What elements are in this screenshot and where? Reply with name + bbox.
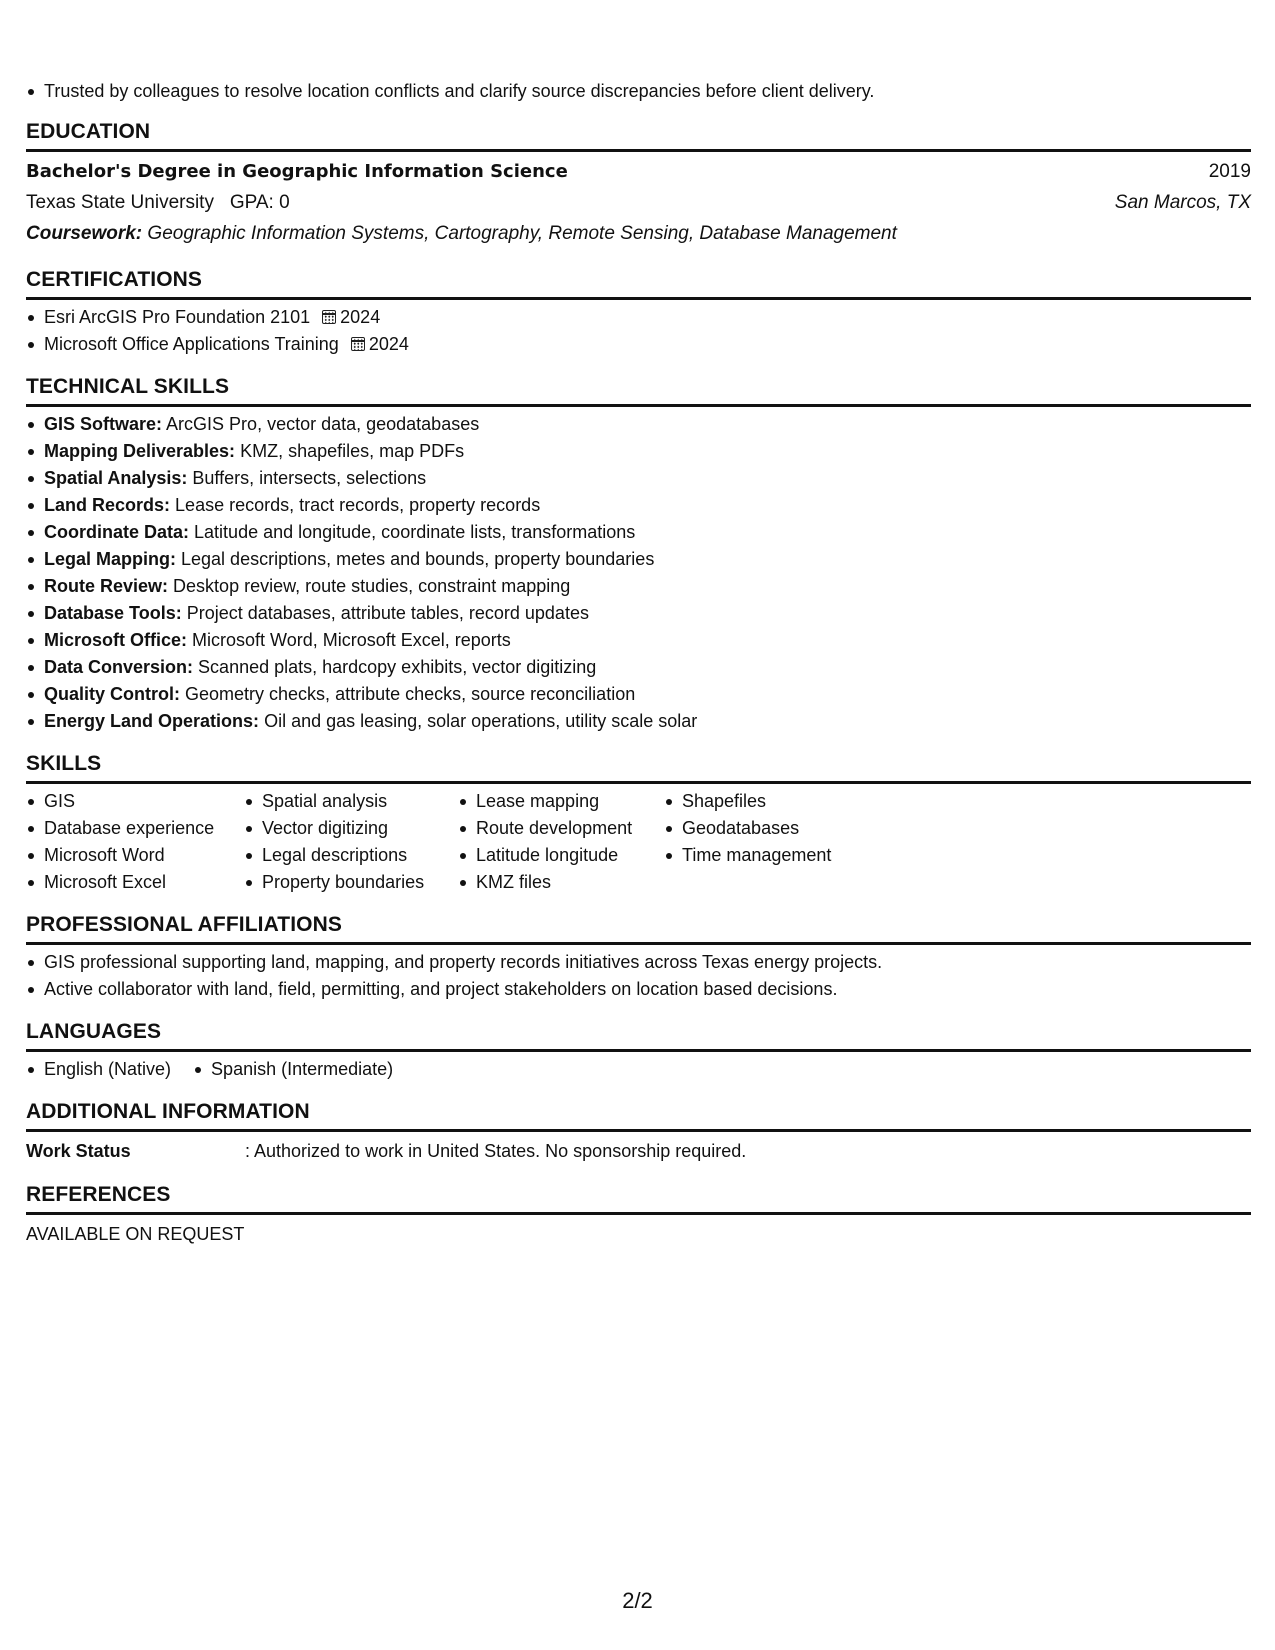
skills-column	[244, 788, 458, 896]
certifications-section	[26, 267, 1251, 358]
list-item: Microsoft Excel	[26, 869, 244, 896]
degree-name: Bachelor's Degree in Geographic Information Science	[26, 161, 568, 182]
skill-value: Geometry checks, attribute checks, source reconciliation	[185, 684, 636, 704]
skill-label: Database Tools:	[44, 603, 182, 623]
section-title-education: EDUCATION	[26, 119, 1251, 152]
technical-skills-section	[26, 374, 1251, 735]
section-title-skills: SKILLS	[26, 751, 1251, 784]
list-item	[26, 654, 1251, 681]
skill-value: Buffers, intersects, selections	[192, 468, 427, 488]
list-item	[26, 331, 1251, 358]
list-item	[26, 465, 1251, 492]
graduation-year: 2019	[1208, 161, 1251, 182]
skills-column	[458, 788, 664, 896]
coursework-label: Coursework:	[26, 223, 143, 244]
list-item	[26, 438, 1251, 465]
skill-label: Data Conversion:	[44, 657, 194, 677]
skill-value: Microsoft Word, Microsoft Excel, reports	[192, 630, 511, 650]
list-item: Time management	[664, 842, 864, 869]
skill-value: KMZ, shapefiles, map PDFs	[240, 441, 465, 461]
certification-year: 2024	[368, 334, 409, 354]
list-item	[26, 304, 1251, 331]
list-item: Database experience	[26, 815, 244, 842]
list-item: Shapefiles	[664, 788, 864, 815]
list-item	[26, 627, 1251, 654]
resume-page	[26, 78, 1251, 1249]
certifications-list	[26, 304, 1251, 358]
skill-label: Quality Control:	[44, 684, 180, 704]
affiliations-section	[26, 912, 1251, 1003]
list-item: English (Native)	[26, 1056, 171, 1083]
list-item: Microsoft Word	[26, 842, 244, 869]
list-item: Vector digitizing	[244, 815, 458, 842]
skill-label: Mapping Deliverables:	[44, 441, 236, 461]
work-status-label: Work Status	[26, 1141, 131, 1161]
technical-skills-list	[26, 411, 1251, 735]
coursework-list: Geographic Information Systems, Cartography, Remote Sensing, Database Management	[147, 223, 897, 244]
list-item: Spanish (Intermediate)	[193, 1056, 393, 1083]
references-text: AVAILABLE ON REQUEST	[26, 1224, 245, 1244]
skill-label: Coordinate Data:	[44, 522, 190, 542]
languages-section	[26, 1019, 1251, 1083]
list-item	[26, 411, 1251, 438]
certification-year: 2024	[340, 307, 381, 327]
skill-label: GIS Software:	[44, 414, 163, 434]
skill-value: Project databases, attribute tables, record updates	[186, 603, 589, 623]
skill-label: Spatial Analysis:	[44, 468, 188, 488]
skills-section	[26, 751, 1251, 896]
skill-value: Oil and gas leasing, solar operations, utility scale solar	[264, 711, 698, 731]
skill-value: Desktop review, route studies, constraint mapping	[173, 576, 571, 596]
skill-label: Energy Land Operations:	[44, 711, 260, 731]
skills-column	[26, 788, 244, 896]
gpa: GPA: 0	[229, 192, 290, 213]
references-section	[26, 1182, 1251, 1249]
section-title-references: REFERENCES	[26, 1182, 1251, 1215]
list-item: Geodatabases	[664, 815, 864, 842]
section-title-languages: LANGUAGES	[26, 1019, 1251, 1052]
languages-list	[26, 1056, 1251, 1083]
certification-name: Esri ArcGIS Pro Foundation 2101	[44, 307, 311, 327]
list-item: Trusted by colleagues to resolve location conflicts and clarify source discrepancies before client delivery.	[26, 78, 1251, 105]
affiliations-list	[26, 949, 1251, 1003]
list-item: Legal descriptions	[244, 842, 458, 869]
section-title-certifications: CERTIFICATIONS	[26, 267, 1251, 300]
list-item: Active collaborator with land, field, permitting, and project stakeholders on location based decisions.	[26, 976, 1251, 1003]
work-status-row	[26, 1136, 1251, 1166]
list-item: Spatial analysis	[244, 788, 458, 815]
list-item: Latitude longitude	[458, 842, 664, 869]
skill-label: Route Review:	[44, 576, 169, 596]
skill-value: ArcGIS Pro, vector data, geodatabases	[166, 414, 480, 434]
education-school-row	[26, 187, 1251, 218]
list-item	[26, 573, 1251, 600]
list-item	[26, 600, 1251, 627]
skill-value: Lease records, tract records, property records	[175, 495, 541, 515]
education-section	[26, 119, 1251, 249]
section-title-affiliations: PROFESSIONAL AFFILIATIONS	[26, 912, 1251, 945]
work-status-value: : Authorized to work in United States. No sponsorship required.	[245, 1141, 747, 1161]
school-location: San Marcos, TX	[1114, 192, 1251, 213]
list-item: GIS professional supporting land, mapping, and property records initiatives across Texas energy projects.	[26, 949, 1251, 976]
list-item: Route development	[458, 815, 664, 842]
school-info	[26, 187, 290, 218]
list-item	[26, 546, 1251, 573]
page-number: 2/2	[622, 1588, 653, 1613]
section-title-additional-info: ADDITIONAL INFORMATION	[26, 1099, 1251, 1132]
skill-value: Legal descriptions, metes and bounds, property boundaries	[181, 549, 655, 569]
skill-label: Land Records:	[44, 495, 171, 515]
school-name: Texas State University	[26, 192, 214, 213]
calendar-icon	[322, 310, 336, 324]
list-item	[26, 519, 1251, 546]
skills-column	[664, 788, 864, 896]
certification-name: Microsoft Office Applications Training	[44, 334, 339, 354]
skills-grid	[26, 788, 1251, 896]
list-item	[26, 492, 1251, 519]
calendar-icon	[351, 337, 365, 351]
skill-value: Latitude and longitude, coordinate lists, transformations	[194, 522, 636, 542]
education-degree-row	[26, 156, 1251, 187]
list-item: GIS	[26, 788, 244, 815]
coursework	[26, 218, 1251, 249]
list-item: Lease mapping	[458, 788, 664, 815]
list-item	[26, 708, 1251, 735]
additional-info-section	[26, 1099, 1251, 1166]
list-item	[26, 681, 1251, 708]
section-title-technical-skills: TECHNICAL SKILLS	[26, 374, 1251, 407]
list-item: KMZ files	[458, 869, 664, 896]
skill-label: Microsoft Office:	[44, 630, 188, 650]
skill-label: Legal Mapping:	[44, 549, 176, 569]
skill-value: Scanned plats, hardcopy exhibits, vector digitizing	[198, 657, 597, 677]
intro-bullet-list	[26, 78, 1251, 105]
list-item: Property boundaries	[244, 869, 458, 896]
